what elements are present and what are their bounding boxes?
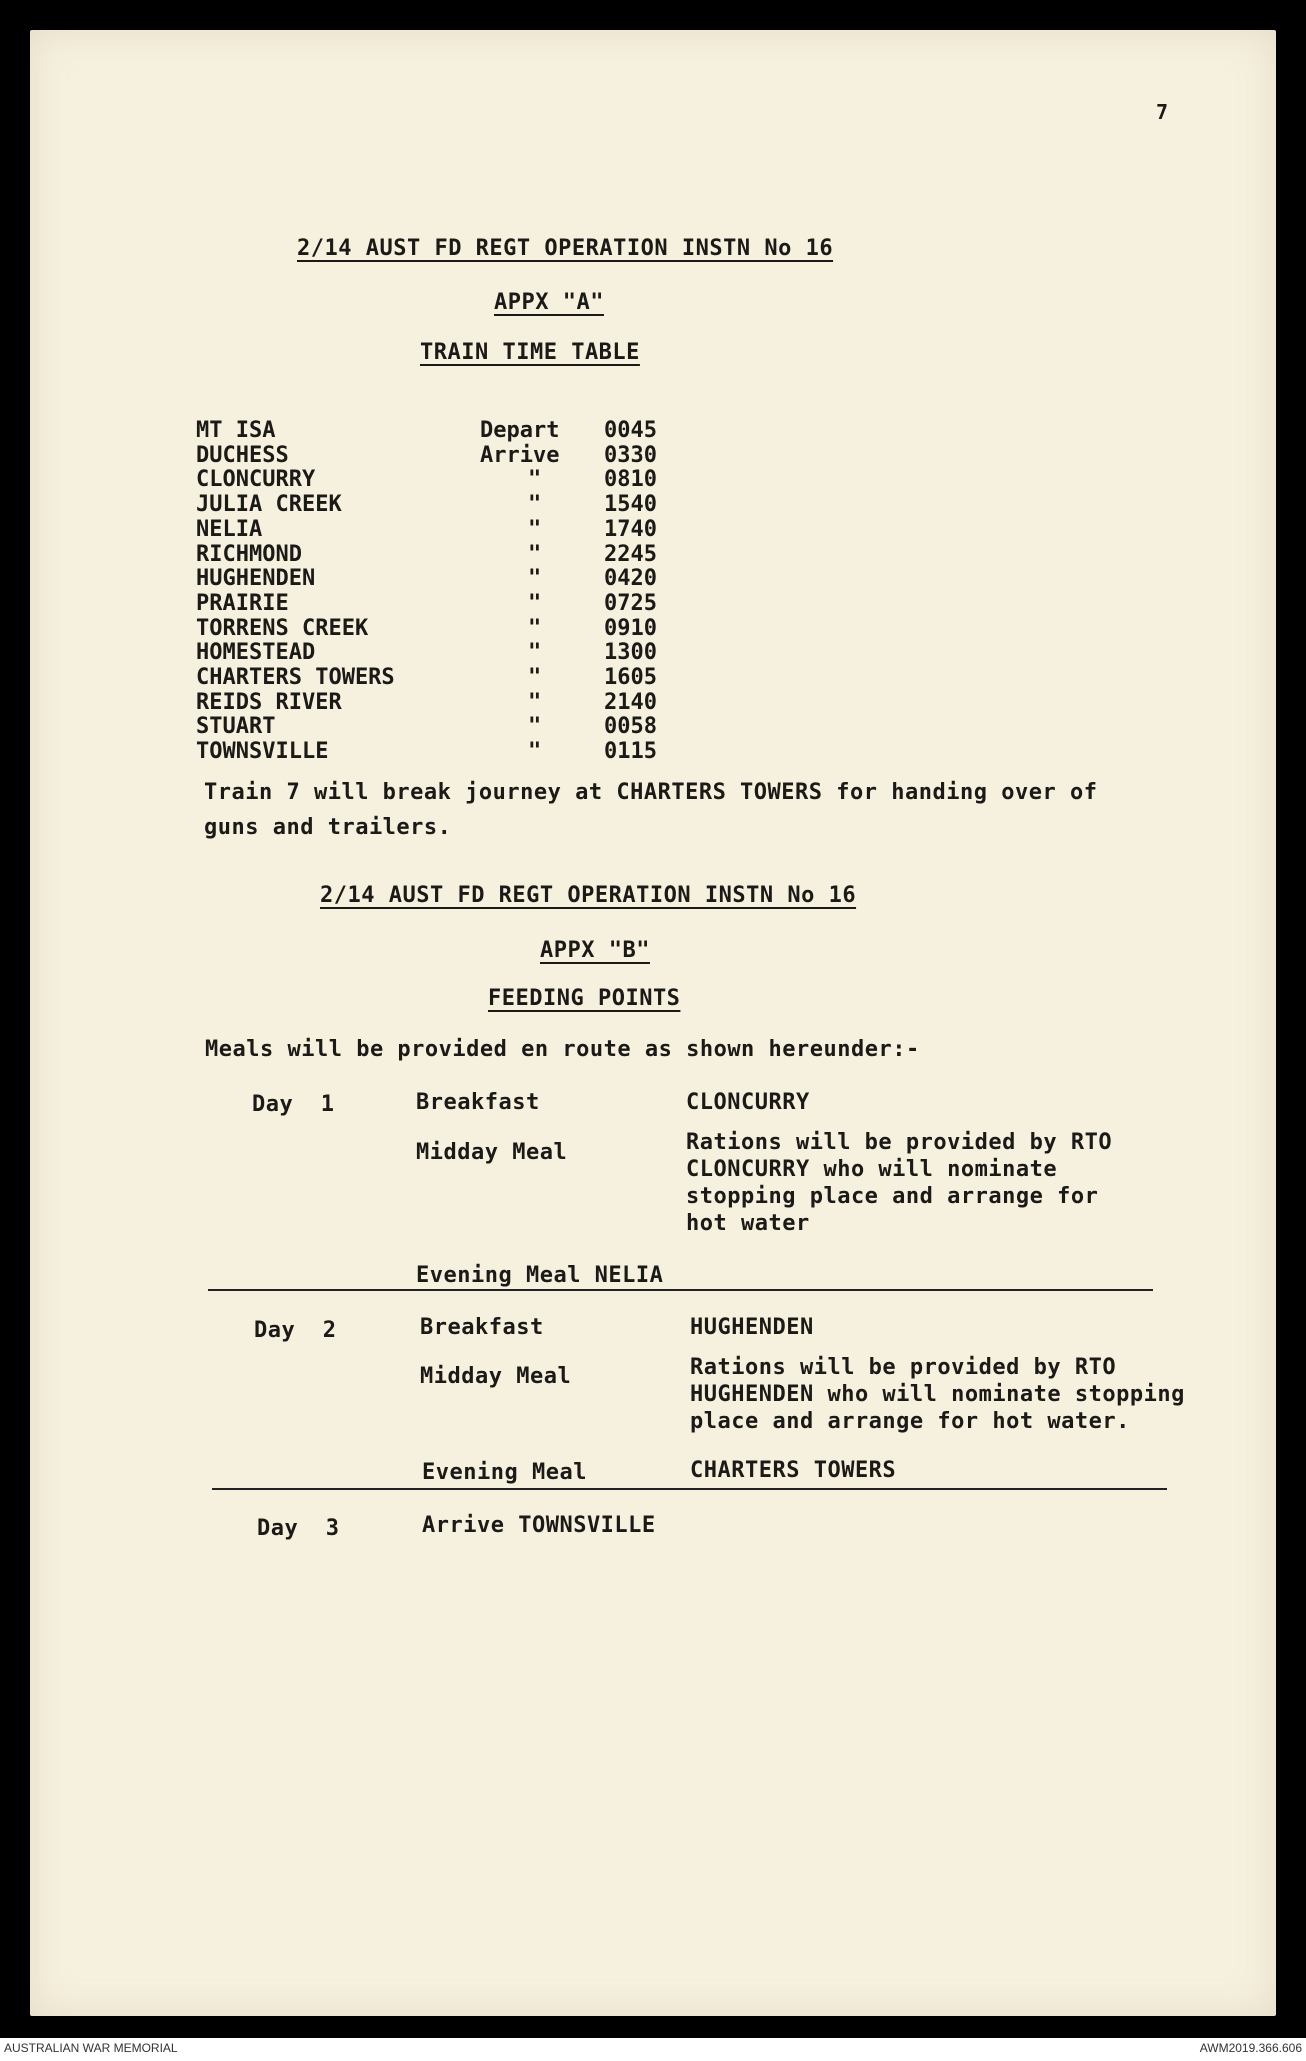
timetable-row <box>196 665 676 690</box>
timetable-row <box>196 591 676 616</box>
footer-band <box>0 2038 1306 2061</box>
arrival-status: " <box>528 689 542 715</box>
day-1-midday-line-2: CLONCURRY who will nominate <box>686 1157 1058 1182</box>
train-time: 0330 <box>604 442 657 468</box>
train-time: 2245 <box>604 541 657 567</box>
arrival-status: " <box>528 467 542 493</box>
train-time: 1300 <box>604 640 657 666</box>
day-2-breakfast-label: Breakfast <box>420 1315 544 1340</box>
timetable-row <box>196 517 676 542</box>
day-1-breakfast-label: Breakfast <box>416 1090 540 1115</box>
day-1-midday-label: Midday Meal <box>416 1140 568 1165</box>
train-time: 0058 <box>604 714 657 740</box>
day-1-breakfast-place: CLONCURRY <box>686 1090 810 1115</box>
train-time: 1605 <box>604 665 657 690</box>
divider-day-2 <box>212 1488 1167 1490</box>
arrival-status: " <box>528 566 542 592</box>
footer-institution: AUSTRALIAN WAR MEMORIAL <box>4 2041 178 2055</box>
timetable-row <box>196 418 676 443</box>
timetable-row <box>196 739 676 764</box>
timetable-row <box>196 492 676 517</box>
day-2-evening-label: Evening Meal <box>422 1460 587 1485</box>
arrival-status: Depart <box>480 418 560 443</box>
arrival-status: Arrive <box>480 442 560 468</box>
day-2-midday-line-2: HUGHENDEN who will nominate stopping <box>690 1382 1185 1407</box>
station-name: JULIA CREEK <box>196 492 342 518</box>
day-2-evening-place: CHARTERS TOWERS <box>690 1458 897 1483</box>
arrival-status: " <box>528 516 542 542</box>
appx-a-label: APPX "A" <box>494 290 604 315</box>
arrival-status: " <box>528 492 542 518</box>
day-1-evening-meal: Evening Meal NELIA <box>416 1263 664 1288</box>
arrival-status: " <box>528 739 542 765</box>
timetable-row <box>196 640 676 665</box>
day-3-text: Arrive TOWNSVILLE <box>422 1513 656 1538</box>
day-1-midday-line-4: hot water <box>686 1211 810 1236</box>
day-3-label: Day 3 <box>257 1516 340 1541</box>
timetable-row <box>196 467 676 492</box>
station-name: STUART <box>196 714 276 740</box>
station-name: RICHMOND <box>196 541 302 567</box>
timetable-row <box>196 566 676 591</box>
day-2-midday-line-1: Rations will be provided by RTO <box>690 1355 1117 1380</box>
day-2-breakfast-place: HUGHENDEN <box>690 1315 814 1340</box>
appx-a-subtitle: TRAIN TIME TABLE <box>420 340 640 365</box>
train-time: 0910 <box>604 615 657 641</box>
appx-b-label: APPX "B" <box>540 938 650 963</box>
station-name: DUCHESS <box>196 442 289 468</box>
train-time: 1740 <box>604 516 657 542</box>
station-name: CLONCURRY <box>196 467 316 493</box>
day-2-midday-label: Midday Meal <box>420 1364 572 1389</box>
station-name: NELIA <box>196 516 263 542</box>
document-page <box>30 30 1276 2016</box>
station-name: REIDS RIVER <box>196 689 342 715</box>
station-name: HOMESTEAD <box>196 640 316 666</box>
train-time: 0115 <box>604 739 657 765</box>
arrival-status: " <box>528 665 542 690</box>
station-name: TORRENS CREEK <box>196 615 369 641</box>
train-time: 0045 <box>604 418 657 443</box>
train-time: 2140 <box>604 689 657 715</box>
timetable-row <box>196 542 676 567</box>
timetable-row <box>196 690 676 715</box>
timetable-note-line-2: guns and trailers. <box>204 815 452 840</box>
day-2-label: Day 2 <box>254 1318 337 1343</box>
arrival-status: " <box>528 541 542 567</box>
train-time: 0810 <box>604 467 657 493</box>
day-1-midday-line-1: Rations will be provided by RTO <box>686 1130 1113 1155</box>
station-name: PRAIRIE <box>196 590 289 616</box>
day-2-midday-line-3: place and arrange for hot water. <box>690 1409 1130 1434</box>
page-number-mark: 7 <box>1156 100 1169 124</box>
arrival-status: " <box>528 615 542 641</box>
timetable-note-line-1: Train 7 will break journey at CHARTERS TOWERS for handing over of <box>204 780 1098 805</box>
station-name: TOWNSVILLE <box>196 739 329 765</box>
arrival-status: " <box>528 640 542 666</box>
train-time: 0725 <box>604 590 657 616</box>
arrival-status: " <box>528 714 542 740</box>
appx-b-subtitle: FEEDING POINTS <box>488 986 681 1011</box>
appx-a-title: 2/14 AUST FD REGT OPERATION INSTN No 16 <box>297 236 834 261</box>
station-name: HUGHENDEN <box>196 566 316 592</box>
timetable-row <box>196 714 676 739</box>
timetable-row <box>196 443 676 468</box>
train-time: 1540 <box>604 492 657 518</box>
feeding-intro: Meals will be provided en route as shown hereunder:- <box>205 1037 920 1062</box>
divider-day-1 <box>208 1289 1153 1291</box>
day-1-midday-line-3: stopping place and arrange for <box>686 1184 1099 1209</box>
train-time: 0420 <box>604 566 657 592</box>
day-1-label: Day 1 <box>252 1092 335 1117</box>
footer-accession-number: AWM2019.366.606 <box>1199 2041 1302 2055</box>
station-name: MT ISA <box>196 418 276 443</box>
timetable-row <box>196 616 676 641</box>
arrival-status: " <box>528 590 542 616</box>
appx-b-title: 2/14 AUST FD REGT OPERATION INSTN No 16 <box>320 883 857 908</box>
station-name: CHARTERS TOWERS <box>196 665 395 690</box>
